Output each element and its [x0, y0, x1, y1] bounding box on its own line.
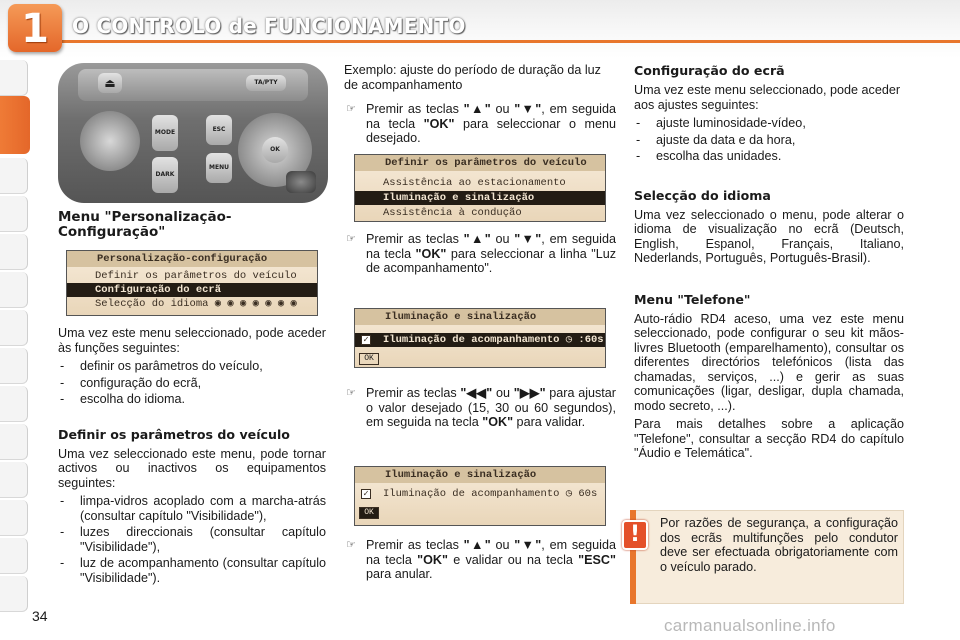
clock-icon: ◷: [565, 488, 579, 500]
esc-button: ESC: [206, 115, 232, 145]
list-item: [58, 494, 326, 523]
dash: -: [636, 149, 641, 163]
step-text: , em seguida na tecla: [366, 538, 616, 567]
list-item-text: configuração do ecrã,: [80, 375, 202, 390]
key-esc: "ESC": [578, 552, 616, 567]
step-text: para seleccionar o menu desejado.: [366, 116, 616, 145]
screen-line: [67, 297, 317, 311]
screen-title: Definir os parâmetros do veículo: [355, 155, 605, 171]
header-stripe: [54, 40, 960, 43]
list-item-text: luzes direccionais (consultar capítulo "Visibilidade"),: [80, 525, 326, 554]
step-text: Premir as teclas: [366, 102, 464, 116]
key-ok: "OK": [417, 552, 448, 567]
side-tab[interactable]: [0, 158, 28, 194]
watermark: carmanualsonline.info: [664, 616, 836, 635]
list-item: [58, 556, 326, 585]
warning-text: Por razões de segurança, a configuração dos ecrãs multifunções pelo condutor deve ser efectuada obrigatoriamente com o veículo parado.: [660, 516, 898, 574]
key-ok: "OK": [482, 415, 514, 429]
section-text: Para mais detalhes sobre a aplicação "Telefone", consultar a secção RD4 do capítulo "Áudio e Telemática".: [634, 417, 904, 460]
section-title-vehicle-params: Definir os parâmetros do veículo: [58, 426, 290, 442]
screen-ok-button: OK: [359, 353, 379, 365]
menu-screen-lighting: [354, 308, 606, 368]
screen-ok-button-selected: OK: [359, 507, 379, 519]
dash: -: [60, 525, 65, 539]
screen-line: Assistência à condução: [383, 207, 522, 219]
list-item-text: ajuste da data e da hora,: [656, 132, 796, 147]
step-text: ou: [490, 232, 515, 246]
list-item-text: escolha do idioma.: [80, 392, 186, 406]
screen-line: Assistência ao estacionamento: [383, 177, 566, 189]
dashboard-console-photo: [58, 63, 328, 203]
chapter-number: 1: [21, 6, 49, 52]
screen-line-label: Iluminação de acompanhamento: [383, 334, 560, 346]
key-ok: "OK": [415, 246, 447, 261]
warning-icon: !: [622, 520, 648, 550]
left-column: [58, 210, 326, 240]
list-item: [634, 133, 904, 148]
side-tab[interactable]: [0, 386, 28, 422]
dark-button: DARK: [152, 157, 178, 193]
side-tab[interactable]: [0, 348, 28, 384]
instruction-step: [344, 232, 616, 276]
side-tab[interactable]: [0, 462, 28, 498]
menu-screen-personalizacao: [66, 250, 318, 316]
list-item-text: ajuste luminosidade-vídeo,: [656, 116, 806, 130]
key-left: "◀◀": [460, 386, 493, 400]
side-tab[interactable]: [0, 196, 28, 232]
ta-pty-button: TA/PTY: [246, 75, 286, 91]
pointer-icon: ☞: [346, 538, 356, 551]
dash: -: [636, 116, 641, 130]
screen-line: Definir os parâmetros do veículo: [95, 270, 297, 282]
key-down: "▼": [514, 232, 542, 246]
step-text: , em seguida na tecla: [366, 232, 616, 261]
key-up: "▲": [463, 102, 491, 116]
step-text: para anular.: [366, 567, 433, 581]
menu-button: MENU: [206, 153, 232, 183]
screen-title: Personalização-configuração: [67, 251, 317, 267]
checkbox-icon: ✓: [361, 335, 371, 345]
middle-column-step4: [344, 538, 616, 582]
pointer-icon: ☞: [346, 232, 356, 245]
section-title-screen-config: Configuração do ecrã: [634, 63, 785, 78]
instruction-step: [344, 538, 616, 582]
middle-column: [344, 63, 616, 146]
step-text: , em seguida na tecla: [366, 102, 616, 131]
screen-line: [355, 487, 605, 501]
page-number: 34: [32, 608, 48, 624]
middle-column-step3: [344, 386, 616, 430]
step-text: Premir as teclas: [366, 232, 464, 246]
step-text: e validar ou na tecla: [447, 552, 579, 567]
left-column-body: [58, 326, 326, 587]
chapter-badge: [8, 4, 62, 52]
side-tab[interactable]: [0, 500, 28, 536]
step-text: para validar.: [513, 415, 586, 429]
step-text: para ajustar o valor desejado (15, 30 ou 60 segundos), em seguida na tecla: [366, 386, 616, 429]
list-item: [58, 359, 326, 374]
screen-unit: s: [590, 488, 598, 500]
side-tab[interactable]: [0, 272, 28, 308]
screen-unit: s: [597, 334, 604, 346]
screen-line-selected: Configuração do ecrã: [67, 283, 317, 297]
dash: -: [60, 375, 65, 390]
key-ok: "OK": [423, 116, 455, 131]
dash: -: [60, 359, 65, 373]
screen-title: Iluminação e sinalização: [355, 309, 605, 325]
side-tab[interactable]: [0, 234, 28, 270]
key-up: "▲": [463, 232, 491, 246]
page-title: O CONTROLO de FUNCIONAMENTO: [72, 14, 466, 38]
example-text: Exemplo: ajuste do período de duração da luz de acompanhamento: [344, 63, 601, 92]
mode-button: MODE: [152, 115, 178, 151]
list-item: [634, 149, 904, 164]
dash: -: [60, 392, 65, 406]
list-item-text: escolha das unidades.: [656, 149, 782, 163]
list-item-text: limpa-vidros acoplado com a marcha-atrás (consultar capítulo "Visibilidade"),: [80, 494, 326, 523]
list-item: [58, 392, 326, 407]
key-right: "▶▶": [513, 386, 546, 400]
list-item: [58, 525, 326, 554]
screen-title: Iluminação e sinalização: [355, 467, 605, 483]
list-item-text: definir os parâmetros do veículo,: [80, 359, 263, 373]
language-flags-icon: ◉ ◉ ◉ ◉ ◉ ◉ ◉: [214, 298, 297, 310]
list-item: [634, 116, 904, 131]
section-intro: Uma vez seleccionado este menu, pode tornar activos ou inactivos os equipamentos seguintes:: [58, 446, 326, 490]
menu-screen-vehicle-params: [354, 154, 606, 222]
screen-value: 60: [584, 334, 598, 346]
list-item-text: luz de acompanhamento (consultar capítulo "Visibilidade").: [80, 556, 326, 585]
screen-line-label: Selecção do idioma: [95, 298, 209, 310]
clock-icon: ◷ :: [565, 334, 585, 346]
side-tab[interactable]: [0, 424, 28, 460]
instruction-step: [344, 102, 616, 146]
dash: -: [60, 494, 65, 508]
menu-title: Menu "Personalização-Configuração": [58, 209, 232, 240]
dash: -: [60, 556, 65, 570]
screen-line-label: Iluminação de acompanhamento: [383, 488, 560, 500]
step-text: Premir as teclas: [366, 386, 461, 400]
thumbwheel: [286, 171, 316, 193]
section-intro: Uma vez este menu seleccionado, pode aceder aos ajustes seguintes:: [634, 83, 901, 112]
side-tab[interactable]: [0, 310, 28, 346]
checkbox-icon: ✓: [361, 489, 371, 499]
instruction-step: [344, 386, 616, 430]
section-text: Auto-rádio RD4 aceso, uma vez este menu seleccionado, pode configurar o seu kit mãos-livres Bluetooth (emparelhamento), consultar os diferentes directórios telefónicos (lista das chamadas, serviços, ...) e gerir as suas comunicações (ligar, desligar, dupla chamada, modo secreto, ...).: [634, 311, 904, 413]
ok-button: OK: [262, 137, 288, 163]
list-item: [58, 376, 326, 391]
step-text: ou: [490, 538, 515, 552]
section-title-telephone: Menu "Telefone": [634, 291, 751, 307]
volume-knob: [80, 111, 140, 171]
right-column: [634, 63, 904, 465]
chapter-side-tabs: [0, 60, 30, 640]
page-header: [0, 0, 960, 58]
step-text: ou: [492, 386, 514, 400]
side-tab[interactable]: [0, 576, 28, 612]
step-text: para seleccionar a linha "Luz de acompanhamento".: [366, 246, 617, 275]
pointer-icon: ☞: [346, 386, 356, 399]
menu-screen-lighting-confirm: [354, 466, 606, 526]
key-up: "▲": [463, 538, 491, 552]
screen-line-selected: Iluminação e sinalização: [355, 191, 605, 205]
eject-icon: ⏏: [98, 73, 122, 93]
section-text: Uma vez seleccionado o menu, pode alterar o idioma de visualização no ecrã (Deutsch, English, Espanol, Français, Italiano, Nederlands, Português, Português-Brasil).: [634, 207, 904, 265]
step-text: Premir as teclas: [366, 538, 464, 552]
key-down: "▼": [514, 538, 542, 552]
section-title-language: Selecção do idioma: [634, 187, 771, 203]
key-down: "▼": [514, 102, 542, 116]
side-tab[interactable]: [0, 60, 28, 96]
pointer-icon: ☞: [346, 102, 356, 115]
side-tab[interactable]: [0, 538, 28, 574]
middle-column-step2: [344, 232, 616, 276]
screen-value: 60: [578, 488, 591, 500]
step-text: ou: [490, 102, 515, 116]
side-tab-active[interactable]: [0, 96, 30, 154]
menu-intro: Uma vez este menu seleccionado, pode aceder às funções seguintes:: [58, 326, 326, 355]
dash: -: [636, 132, 641, 147]
screen-line-selected: [355, 333, 605, 347]
